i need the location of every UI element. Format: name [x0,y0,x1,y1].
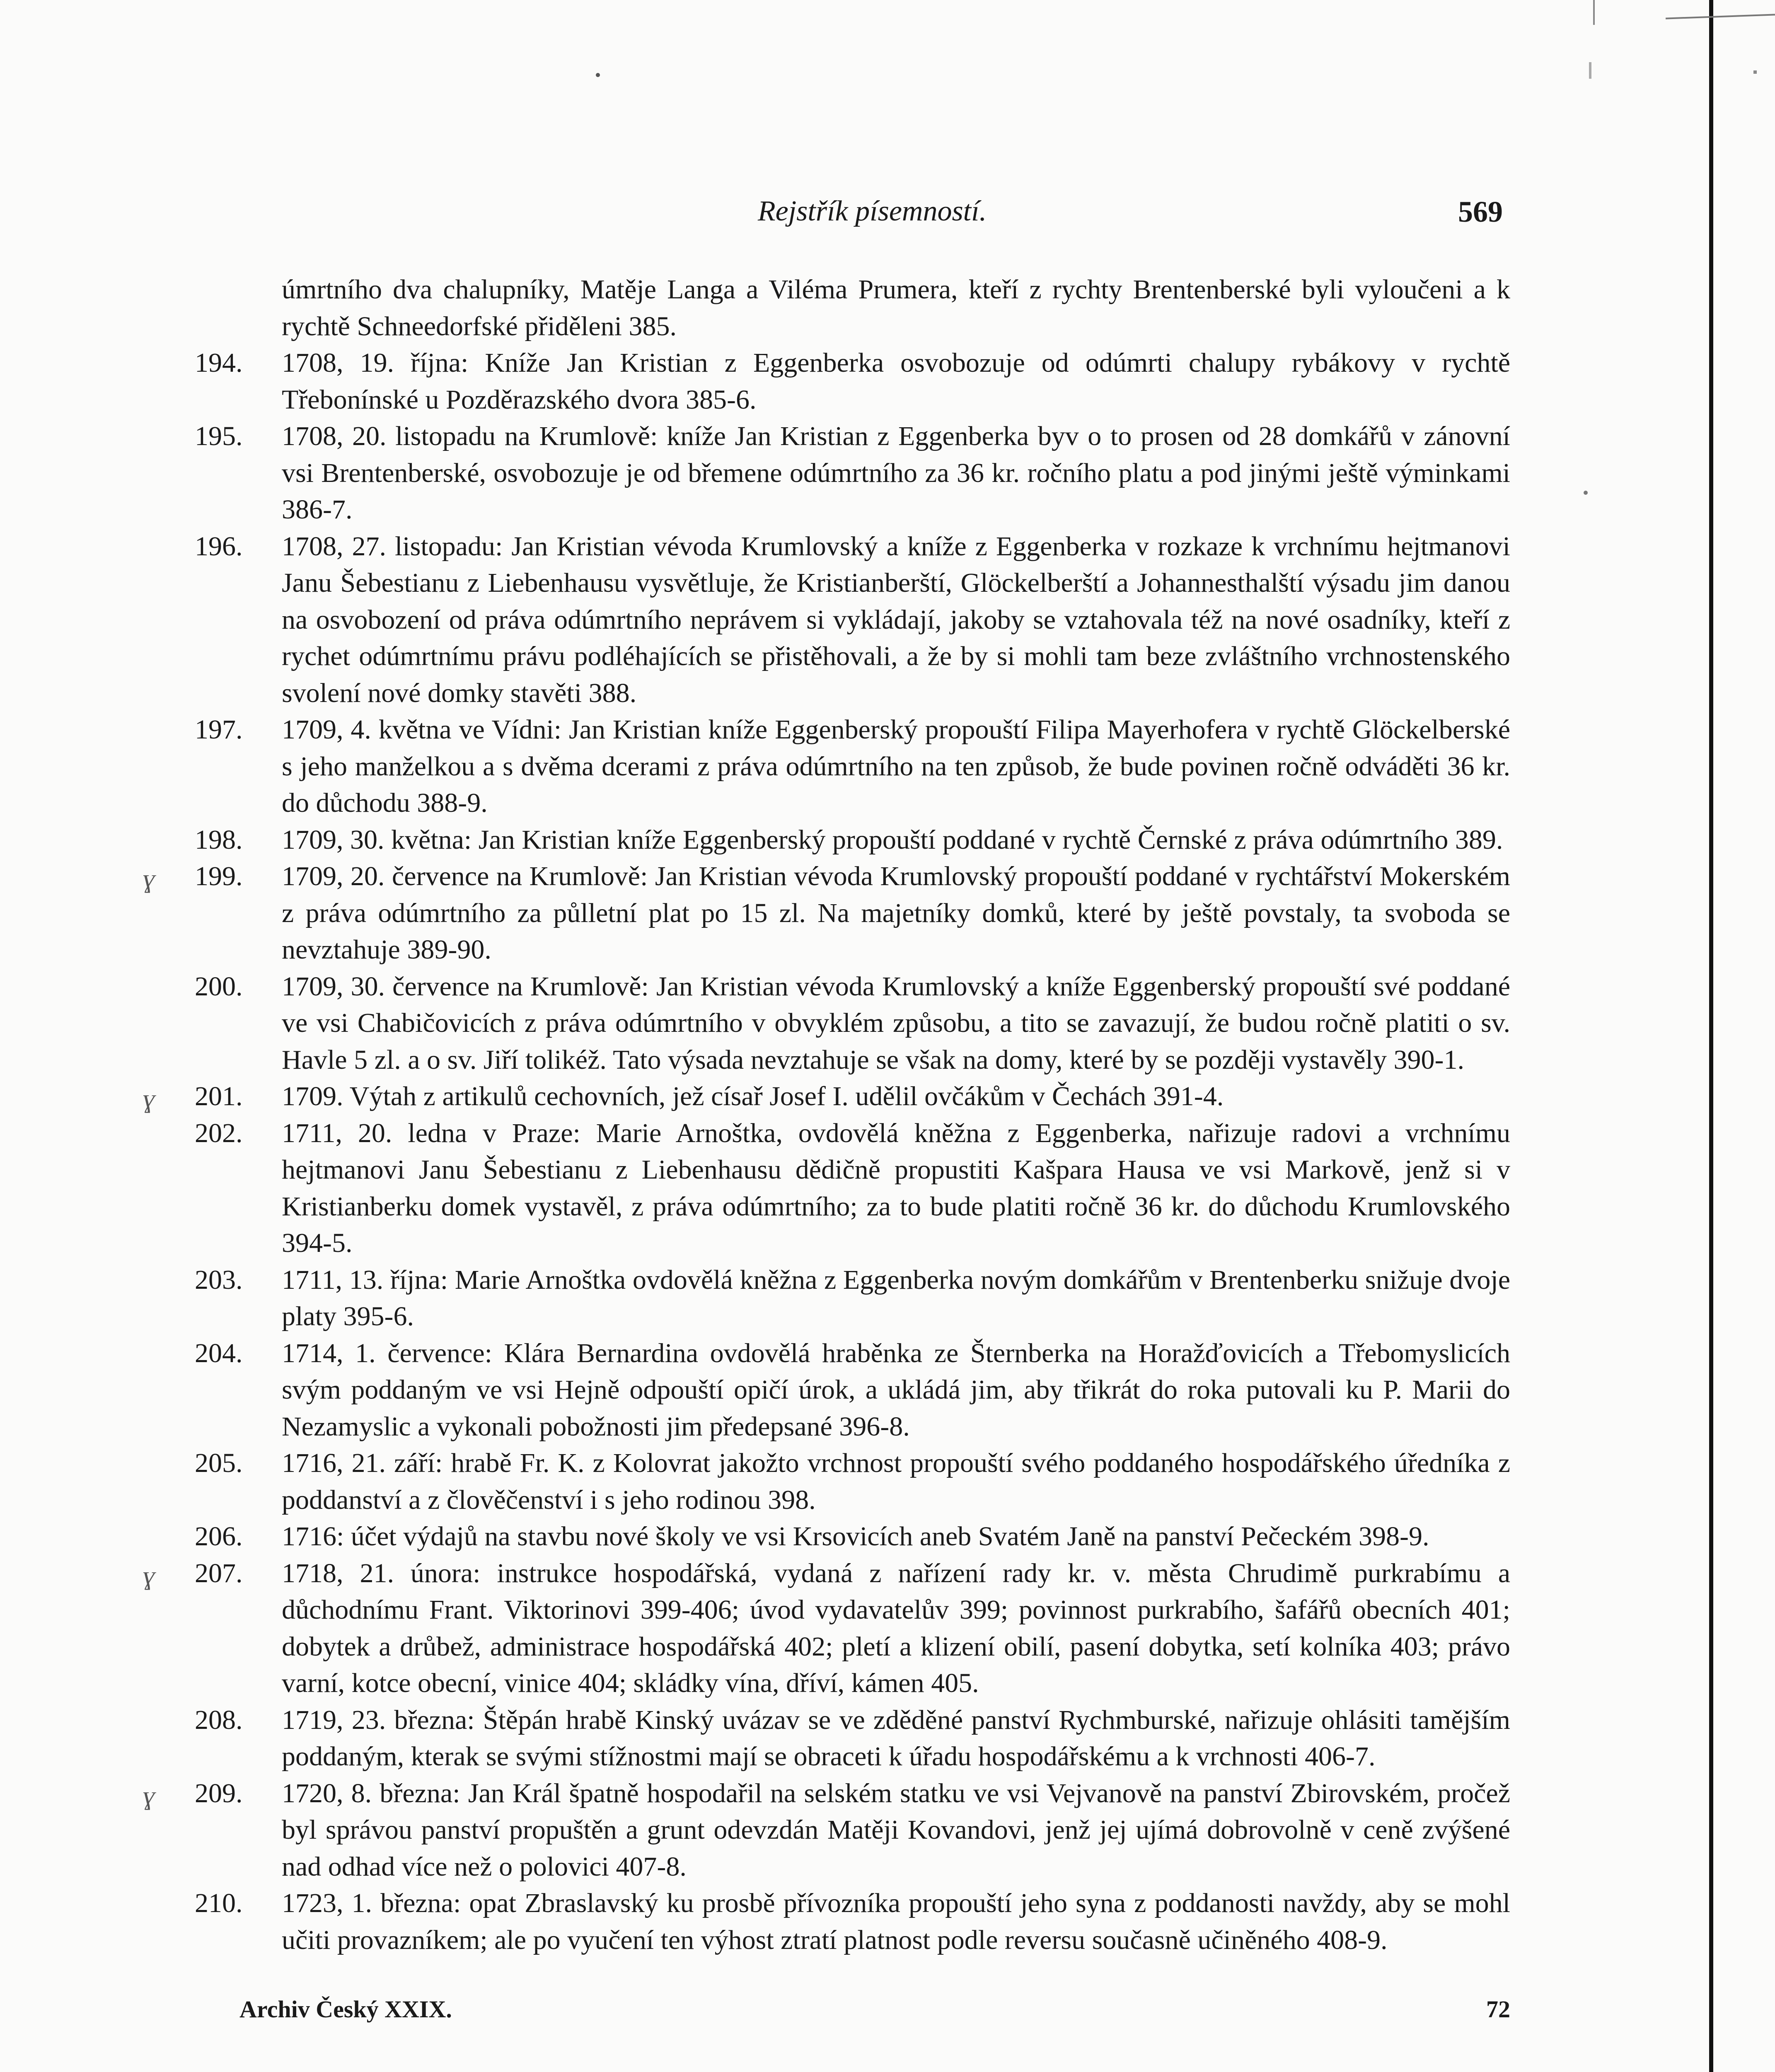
register-entry [195,345,1510,418]
running-title: Rejstřík písemností. [757,195,987,227]
register-entry [195,1702,1510,1775]
entry-text: 1708, 20. listopadu na Krumlově: kníže Jan Kristian z Eggenberka byv o to prosen od 28 domkářů v zánovní vsi Brentenberské, osvobozuje je od břemene odúmrtního za 36 kr. ročního platu a pod jinými ještě výminkami 386-7. [282,421,1510,525]
scan-mark [1593,0,1595,25]
entry-number: 200. [195,971,243,1002]
entry-text: 1709, 30. července na Krumlově: Jan Kristian vévoda Krumlovský a kníže Eggenberský propouští své poddané ve vsi Chabičovicích z práva odúmrtního v obvyklém způsobu, a tito se zavazují, že budou ročně platiti o sv. Havle 5 zl. a o sv. Jiří tolikéž. Tato výsada nevztahuje se však na domy, které by se později vystavěly 390-1. [282,971,1510,1075]
register-entry [195,1115,1510,1262]
margin-checkmark: ɣ [143,865,155,893]
scan-corner-line [1666,14,1775,19]
continuation-paragraph: úmrtního dva chalupníky, Matěje Langa a Viléma Prumera, kteří z rychty Brentenberské byli vyloučeni a k rychtě Schneedorfské přiděleni 385. [282,274,1510,341]
entry-number: 208. [195,1704,243,1735]
entry-text: 1718, 21. února: instrukce hospodářská, vydaná z nařízení rady kr. v. města Chrudimě purkrabímu a důchodnímu Frant. Viktorinovi 399-406; úvod vydavatelův 399; povinnost purkrabího, šafářů obecních 401; dobytek a drůbež, administrace hospodářská 402; pletí a klizení obilí, pasení dobytka, setí kolníka 403; právo varní, kotce obecní, vinice 404; skládky vína, dříví, kámen 405. [282,1558,1510,1698]
entry-number: 202. [195,1118,243,1148]
scan-mark [1589,62,1591,79]
entry-text: 1708, 27. listopadu: Jan Kristian vévoda Krumlovský a kníže z Eggenberka v rozkaze k vrchnímu hejtmanovi Janu Šebestianu z Liebenhausu vysvětluje, že Kristianberští, Glöckelberští a Johannesthalští výsadu jim danou na osvobození od práva odúmrtního neprávem si vykládají, jakoby se vztahovala též na nové osadníky, kteří z rychet odúmrtnímu právu podléhajících se přistěhovali, a že by si mohli tam beze zvláštního vrchnostenského svolení nové domky stavěti 388. [282,531,1510,708]
entry-text: 1708, 19. října: Kníže Jan Kristian z Eggenberka osvobozuje od odúmrti chalupy rybákovy v rychtě Třebonínské u Pozděrazského dvora 385-6. [282,348,1510,415]
register-entry [195,1445,1510,1518]
entry-text: 1711, 20. ledna v Praze: Marie Arnoštka, ovdovělá kněžna z Eggenberka, nařizuje radovi a vrchnímu hejtmanovi Janu Šebestianu z Liebenhausu dědičně propustiti Kašpara Hausa ve vsi Markově, jenž si v Kristianberku domek vystavěl, z práva odúmrtního; za to bude platiti ročně 36 kr. do důchodu Krumlovského 394-5. [282,1118,1510,1258]
entry-text: 1709. Výtah z artikulů cechovních, jež císař Josef I. udělil ovčákům v Čechách 391-4. [282,1081,1224,1111]
entry-number: 207. [195,1558,243,1588]
register-entry [195,1518,1510,1555]
entry-text: 1709, 30. května: Jan Kristian kníže Eggenberský propouští poddané v rychtě Černské z práva odúmrtního 389. [282,824,1503,855]
register-entry [143,1078,1510,1115]
register-entry [195,528,1510,712]
entry-number: 194. [195,348,243,378]
entry-number: 197. [195,714,243,745]
entry-text: 1716, 21. září: hrabě Fr. K. z Kolovrat jakožto vrchnost propouští svého poddaného hospodářského úředníka z poddanství a z člověčenství i s jeho rodinou 398. [282,1448,1510,1515]
register-body [143,271,1510,1958]
register-entry [195,418,1510,528]
register-entry [195,968,1510,1079]
entry-number: 206. [195,1521,243,1552]
scan-speck [596,73,600,77]
register-entry [143,858,1510,968]
entry-number: 204. [195,1338,243,1368]
margin-checkmark: ɣ [143,1782,155,1810]
entry-number: 210. [195,1888,243,1918]
entry-number: 199. [195,861,243,891]
entry-text: 1723, 1. března: opat Zbraslavský ku prosbě přívozníka propouští jeho syna z poddanosti navždy, aby se mohl učiti provazníkem; ale po vyučení ten výhost ztratí platnost podle reversu současně učiněného 408-9. [282,1888,1510,1955]
entry-text: 1714, 1. července: Klára Bernardina ovdovělá hraběnka ze Šternberka na Horažďovicích a Třebomyslicích svým poddaným ve vsi Hejně odpouští opičí úrok, a ukládá jim, aby třikrát do roka putovali ku P. Marii do Nezamyslic a vykonali pobožnosti jim předepsané 396-8. [282,1338,1510,1442]
entry-number: 198. [195,824,243,855]
register-entry [195,822,1510,859]
entry-text: 1720, 8. března: Jan Král špatně hospodařil na selském statku ve vsi Vejvanově na panství Zbirovském, pročež byl správou panství propuštěn a grunt odevzdán Matěji Kovandovi, jenž jej ujímá dobrovolně v ceně zvýšené nad odhad více než o polovici 407-8. [282,1778,1510,1882]
margin-checkmark: ɣ [143,1085,155,1113]
register-entry [143,1775,1510,1886]
entry-number: 196. [195,531,243,562]
sheet-signature: 72 [1486,1996,1510,2023]
entry-text: 1716: účet výdajů na stavbu nové školy ve vsi Krsovicích aneb Svatém Janě na panství Pečeckém 398-9. [282,1521,1429,1552]
entry-text: 1709, 4. května ve Vídni: Jan Kristian kníže Eggenberský propouští Filipa Mayerhofera v rychtě Glöckelberské s jeho manželkou a s dvěma dcerami z práva odúmrtního na ten způsob, že bude povinen ročně odváděti 36 kr. do důchodu 388-9. [282,714,1510,818]
entry-text: 1709, 20. července na Krumlově: Jan Kristian vévoda Krumlovský propouští poddané v rychtářství Mokerském z práva odúmrtního za půlletní plat po 15 zl. Na majetníky domků, které by ještě povstaly, ta svoboda se nevztahuje 389-90. [282,861,1510,965]
register-entry [143,1555,1510,1702]
page-number: 569 [1458,195,1503,228]
margin-checkmark: ɣ [143,1561,155,1590]
entry-text: 1719, 23. března: Štěpán hrabě Kinský uvázav se ve zděděné panství Rychmburské, nařizuje ohlásiti tamějším poddaným, kterak se svými stížnostmi mají se obraceti k úřadu hospodářskému a k vrchnosti 406-7. [282,1704,1510,1772]
scan-speck [1584,491,1588,495]
entry-number: 203. [195,1264,243,1295]
register-entry [195,1262,1510,1335]
page-footer [232,1995,1510,2028]
entry-number: 209. [195,1778,243,1808]
entry-number: 205. [195,1448,243,1478]
entry-number: 195. [195,421,243,451]
entry-text: 1711, 13. října: Marie Arnoštka ovdovělá kněžna z Eggenberka novým domkářům v Brentenberku snižuje dvoje platy 395-6. [282,1264,1510,1331]
running-header [234,195,1510,240]
register-entry [195,1885,1510,1958]
scan-mark [1753,70,1757,74]
register-entry [195,1335,1510,1445]
register-entries [143,345,1510,1958]
entry-number: 201. [195,1081,243,1111]
register-entry [195,712,1510,822]
scan-edge-line [1709,0,1713,2072]
volume-signature: Archiv Český XXIX. [239,1996,452,2023]
